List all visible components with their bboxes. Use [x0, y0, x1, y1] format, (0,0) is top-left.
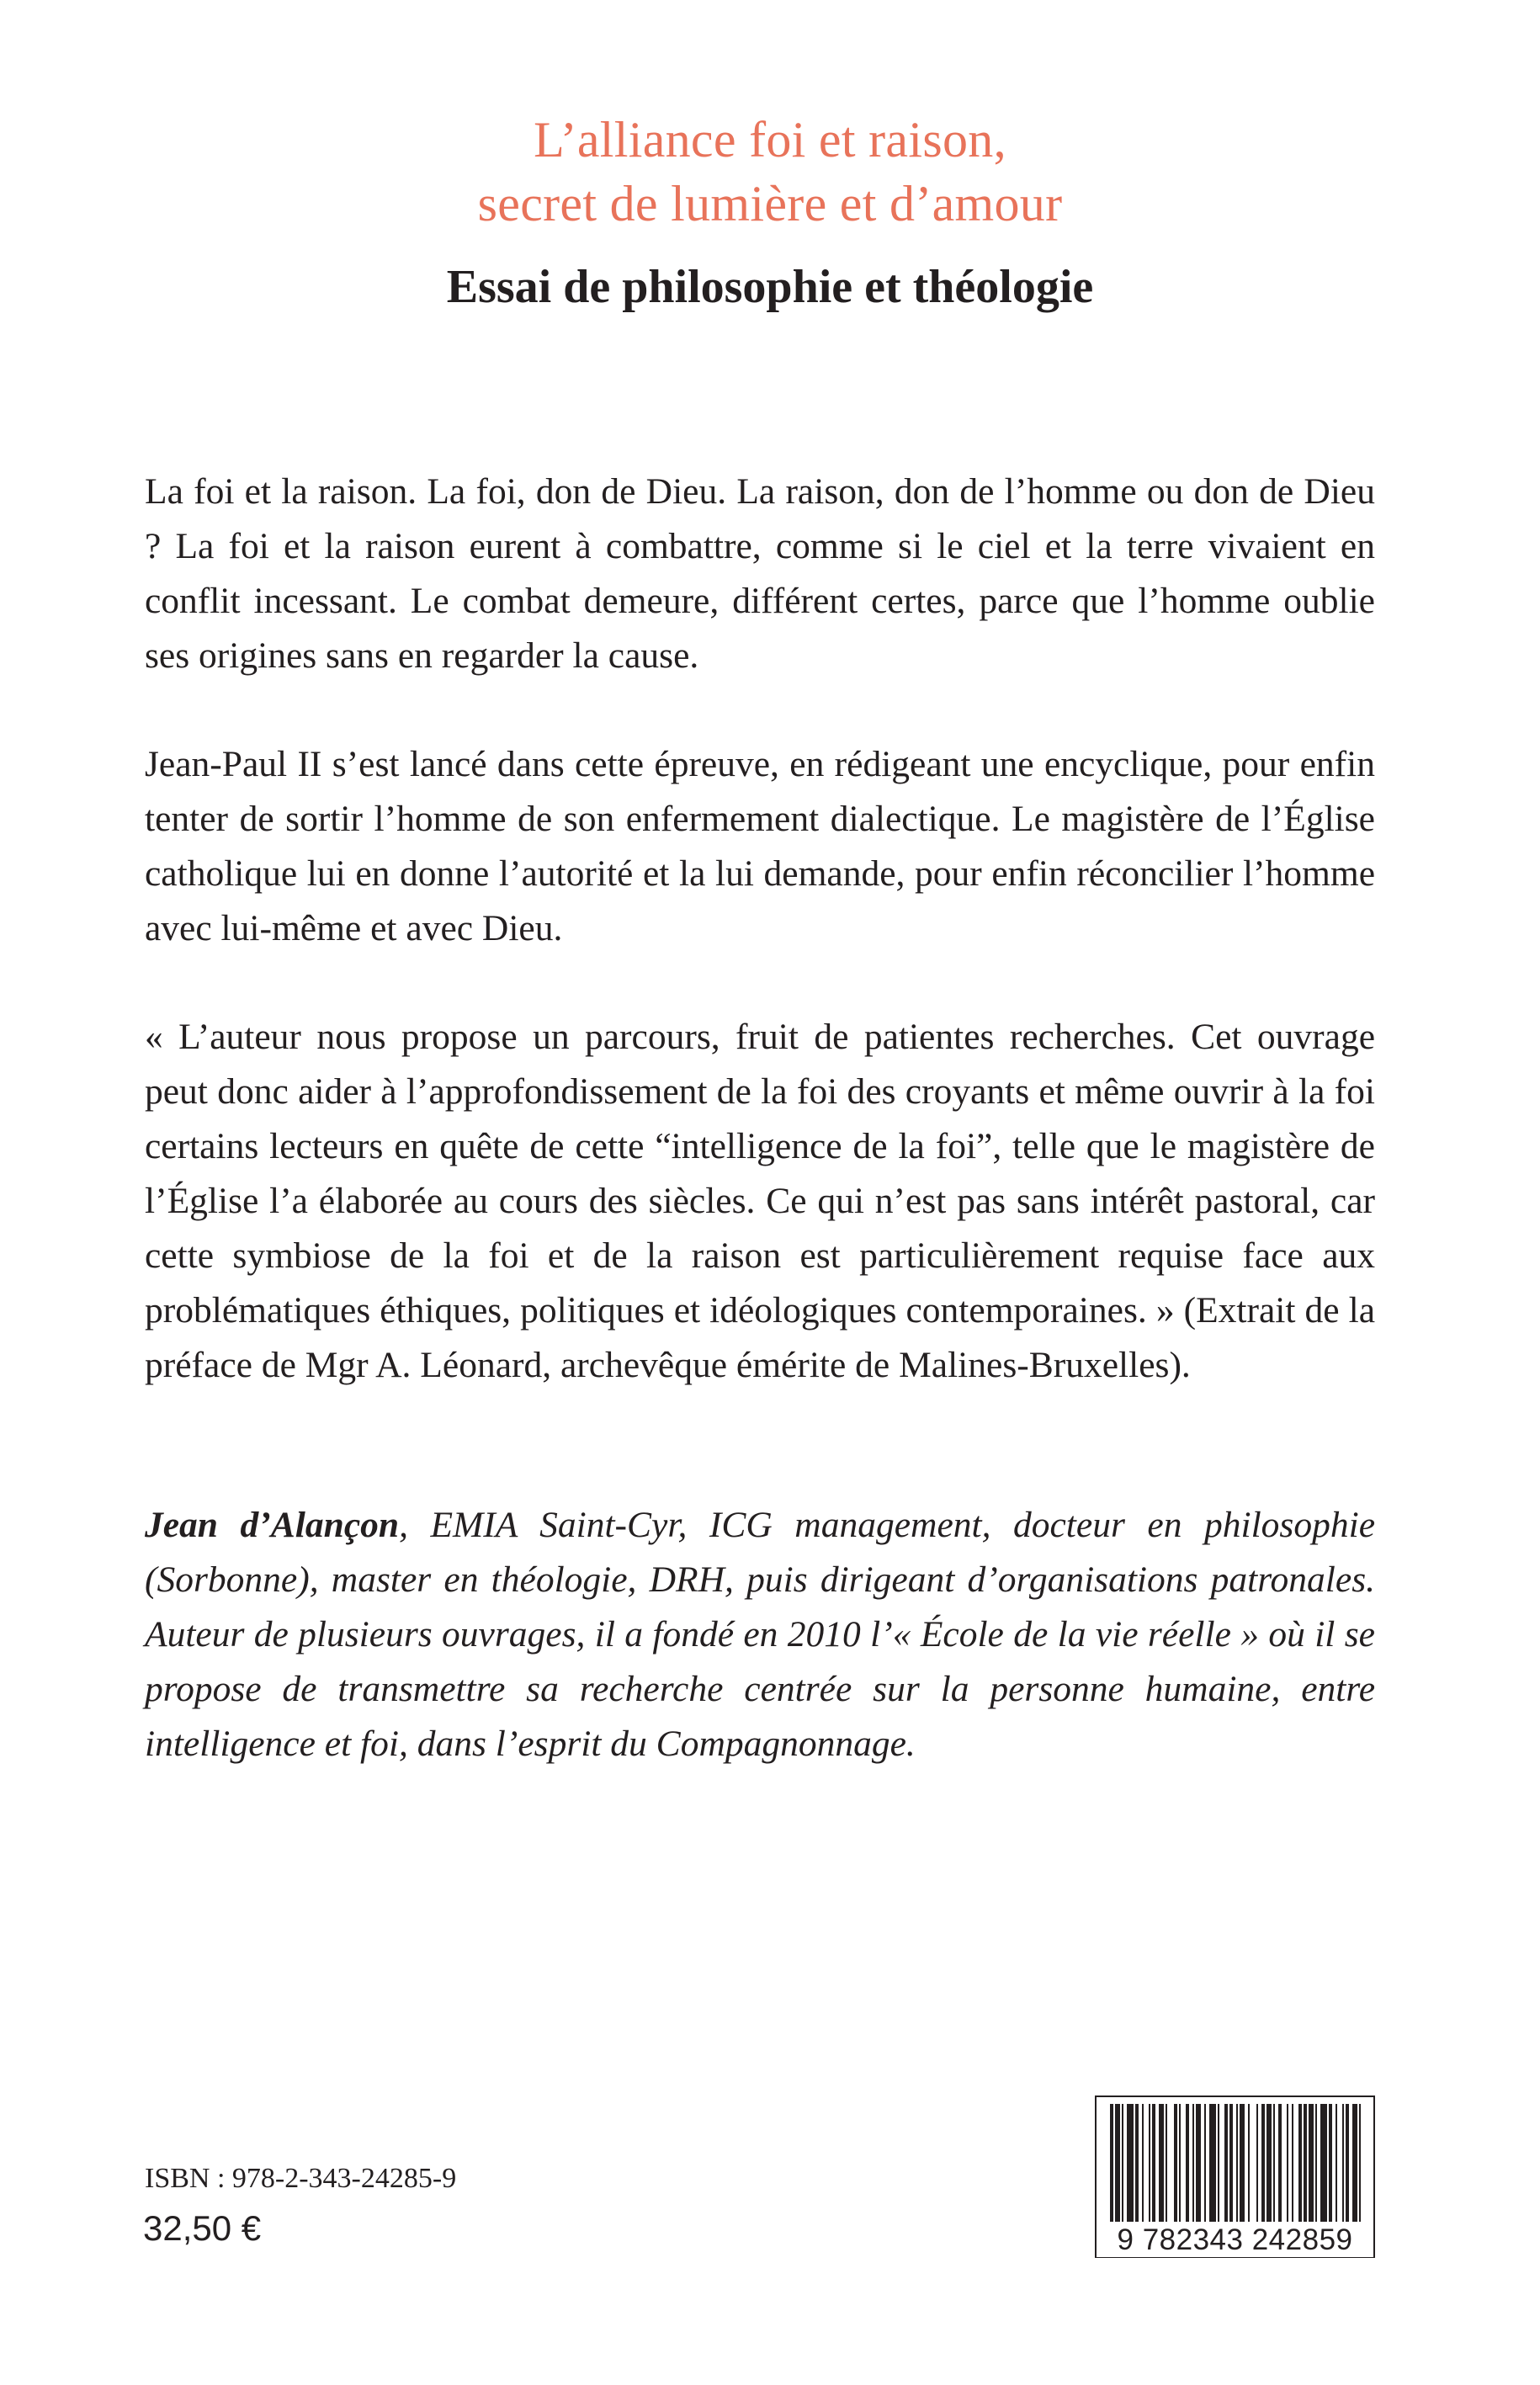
barcode-bar [1315, 2104, 1317, 2222]
barcode-bar [1135, 2104, 1139, 2222]
barcode-bar [1204, 2104, 1206, 2222]
barcode-bar [1329, 2104, 1332, 2222]
book-title-line-1: L’alliance foi et raison, [534, 112, 1006, 167]
barcode-bar [1192, 2104, 1194, 2222]
isbn-label: ISBN : 978-2-343-24285-9 [145, 2163, 457, 2194]
barcode-bar [1142, 2104, 1144, 2222]
barcode-bar [1292, 2104, 1293, 2222]
barcode-digits: 9 782343 242859 [1097, 2223, 1373, 2257]
barcode-bar [1236, 2104, 1238, 2222]
barcode-bar [1359, 2104, 1361, 2222]
book-subtitle: Essai de philosophie et théologie [446, 261, 1094, 313]
barcode-bar [1159, 2104, 1164, 2222]
barcode-bar [1196, 2104, 1201, 2222]
barcode-bar [1186, 2104, 1189, 2222]
barcode-bar [1261, 2104, 1265, 2222]
author-bio [145, 1498, 1375, 1771]
cover-header [0, 108, 1540, 316]
blurb-paragraph-1: La foi et la raison. La foi, don de Dieu. La raison, don de l’homme ou don de Dieu ? La foi et la raison eurent à combattre, comme si le ciel et la terre vivaient en conflit incessant. Le combat demeure, différent certes, parce que l’homme oublie ses origines sans en regarder la cause. [145, 471, 1375, 676]
barcode-bar [1166, 2104, 1167, 2222]
back-cover-blurb [145, 465, 1375, 1393]
barcode-bar [1115, 2104, 1120, 2222]
barcode-bar [1174, 2104, 1177, 2222]
author-bio-text: , EMIA Saint-Cyr, ICG management, docteur en philosophie (Sorbonne), master en théologie, DRH, puis dirigeant d’organisations patronales. Auteur de plusieurs ouvrages, il a fondé en 2010 l’« École de la vie réelle » où il se propose de transmettre sa recherche centrée sur la personne humaine, entre intelligence et foi, dans l’esprit du Compagnonnage. [145, 1505, 1375, 1764]
barcode-bar [1122, 2104, 1123, 2222]
barcode-bar [1352, 2104, 1357, 2222]
barcode-bar [1248, 2104, 1250, 2222]
barcode-bar [1179, 2104, 1181, 2222]
barcode-bar [1256, 2104, 1258, 2222]
barcode-bar [1336, 2104, 1337, 2222]
barcode-bar [1149, 2104, 1150, 2222]
barcode-bar [1320, 2104, 1327, 2222]
book-title-line-2: secret de lumière et d’amour [477, 176, 1063, 231]
price-label: 32,50 € [143, 2208, 262, 2248]
barcode-bar [1287, 2104, 1288, 2222]
barcode-bar [1152, 2104, 1155, 2222]
barcode-bar [1229, 2104, 1233, 2222]
blurb-paragraph-2: Jean-Paul II s’est lancé dans cette épreuve, en rédigeant une encyclique, pour enfin tenter de sortir l’homme de son enfermement dialectique. Le magistère de l’Église catholique lui en donne l’autorité et la lui demande, pour enfin réconcilier l’homme avec lui-même et avec Dieu. [145, 744, 1375, 948]
barcode-bar [1342, 2104, 1344, 2222]
barcode-bar [1309, 2104, 1314, 2222]
barcode-bar [1209, 2104, 1216, 2222]
barcode-bar [1267, 2104, 1272, 2222]
barcode-bar [1298, 2104, 1302, 2222]
blurb-paragraph-3: « L’auteur nous propose un parcours, fruit de patientes recherches. Cet ouvrage peut donc aider à l’approfondissement de la foi des croyants et même ouvrir à la foi certains lecteurs en quête de cette “intelligence de la foi”, telle que le magistère de l’Église l’a élaborée au cours des siècles. Ce qui n’est pas sans intérêt pastoral, car cette symbiose de la foi et de la raison est particulièrement requise face aux problématiques éthiques, politiques et idéologiques contemporaines. » (Extrait de la préface de Mgr A. Léonard, archevêque émérite de Malines-Bruxelles). [145, 1017, 1375, 1385]
barcode-bar [1218, 2104, 1219, 2222]
barcode-bar [1346, 2104, 1349, 2222]
barcode-bar [1127, 2104, 1134, 2222]
author-name: Jean d’Alançon [145, 1505, 400, 1545]
barcode-bar [1110, 2104, 1113, 2222]
barcode [1095, 2096, 1375, 2258]
barcode-bar [1304, 2104, 1307, 2222]
barcode-bar [1224, 2104, 1228, 2222]
barcode-bar [1278, 2104, 1282, 2222]
barcode-bar [1273, 2104, 1275, 2222]
barcode-bar [1240, 2104, 1245, 2222]
